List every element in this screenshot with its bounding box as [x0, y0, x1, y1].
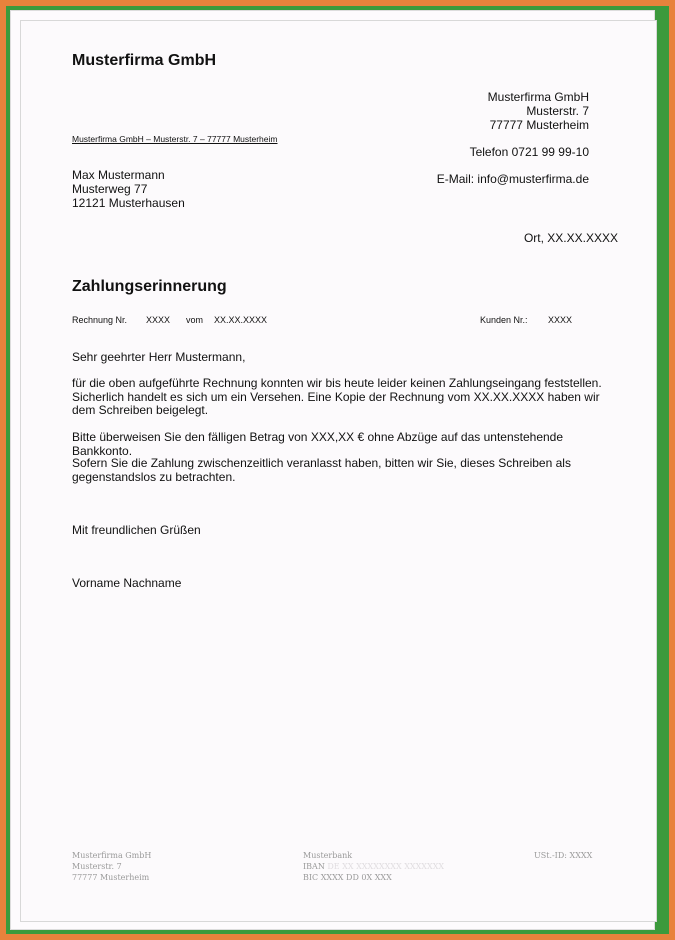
return-address-line: Musterfirma GmbH – Musterstr. 7 – 77777 Musterheim — [72, 134, 278, 144]
footer-bank — [303, 850, 444, 883]
recipient-address — [72, 168, 185, 210]
sender-address-line: Musterstr. 7 — [526, 104, 589, 118]
iban-label: IBAN — [303, 862, 325, 871]
customer-number-value: XXXX — [548, 315, 573, 325]
sender-address-line: Musterfirma GmbH — [487, 90, 589, 104]
invoice-number-value: XXXX — [146, 315, 171, 325]
invoice-date-value: XX.XX.XXXX — [214, 315, 268, 325]
recipient-city: 12121 Musterhausen — [72, 196, 185, 210]
phone-number: Telefon 0721 99 99-10 — [469, 145, 589, 159]
footer-line: 77777 Musterheim — [72, 873, 150, 882]
body-paragraph: Bitte überweisen Sie den fälligen Betrag von XXX,XX € ohne Abzüge auf das untenstehende Bankkonto. — [72, 430, 564, 458]
company-name: Musterfirma GmbH — [72, 52, 217, 69]
footer-tax-id: USt.-ID: XXXX — [534, 851, 593, 860]
body-paragraph: für die oben aufgeführte Rechnung konnten wir bis heute leider keinen Zahlungseingang feststellen. Sicherlich handelt es sich um ein Versehen. Eine Kopie der Rechnung vom XX.XX.XXXX haben wir dem Schreiben beigelegt. — [72, 376, 602, 417]
customer-number-label: Kunden Nr.: — [480, 315, 528, 325]
footer-line: Musterstr. 7 — [72, 862, 122, 871]
iban-row — [303, 861, 444, 872]
letter-subject: Zahlungserinnerung — [72, 278, 227, 295]
email-address: E-Mail: info@musterfirma.de — [436, 172, 589, 186]
salutation: Sehr geehrter Herr Mustermann, — [72, 350, 246, 364]
invoice-number-label: Rechnung Nr. — [72, 315, 128, 325]
footer-company — [72, 850, 151, 883]
letter-date: Ort, XX.XX.XXXX — [523, 231, 618, 245]
body-paragraph: Sofern Sie die Zahlung zwischenzeitlich veranlasst haben, bitten wir Sie, dieses Schreiben als gegenstandslos zu betrachten. — [72, 456, 571, 484]
iban-value: DE XX XXXXXXXX XXXXXXX — [327, 862, 445, 871]
bic: BIC XXXX DD 0X XXX — [303, 873, 392, 882]
sender-address-line: 77777 Musterheim — [489, 118, 589, 132]
signer-name: Vorname Nachname — [72, 576, 182, 590]
closing-phrase: Mit freundlichen Grüßen — [72, 523, 201, 537]
recipient-street: Musterweg 77 — [72, 182, 148, 196]
sender-address — [488, 90, 589, 132]
invoice-date-label: vom — [186, 315, 204, 325]
bank-name: Musterbank — [303, 851, 353, 860]
recipient-name: Max Mustermann — [72, 168, 165, 182]
footer-line: Musterfirma GmbH — [72, 851, 152, 860]
